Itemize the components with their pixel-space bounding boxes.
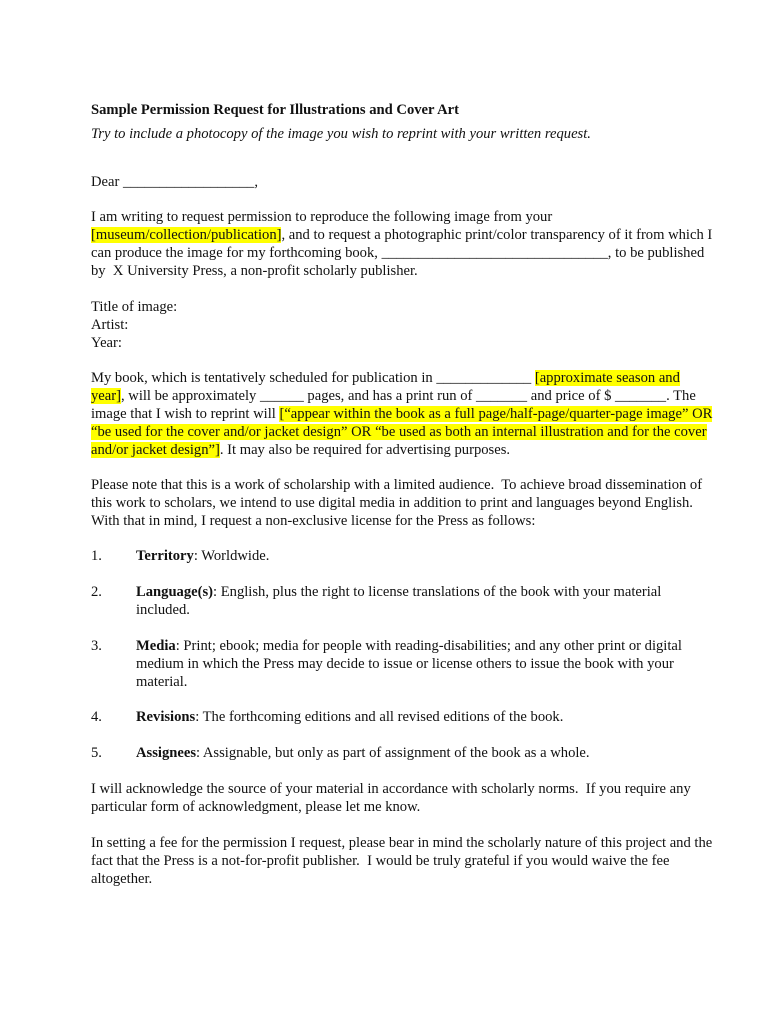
- item-term: Territory: [136, 548, 194, 564]
- salutation: Dear __________________,: [91, 174, 258, 190]
- list-item-languages: [136, 583, 661, 601]
- text: , and to request a photographic print/color transparency of it from which I: [281, 227, 713, 243]
- p2-line: [91, 405, 712, 423]
- p1-line: I am writing to request permission to reproduce the following image from your: [91, 209, 553, 225]
- document-subtitle: [91, 125, 591, 143]
- item-text: : Assignable, but only as part of assignment of the book as a whole.: [196, 745, 590, 761]
- field-artist: Artist:: [91, 317, 129, 333]
- highlight-placeholder: [approximate season and: [534, 370, 680, 386]
- p5-line: In setting a fee for the permission I request, please bear in mind the scholarly nature of this project and the: [91, 835, 713, 851]
- p3-line: this work to scholars, we intend to use digital media in addition to print and languages beyond English.: [91, 495, 693, 511]
- p3-line: With that in mind, I request a non-exclusive license for the Press as follows:: [91, 513, 536, 529]
- highlight-placeholder: [“appear within the book as a full page/half-page/quarter-page image” OR: [279, 406, 713, 422]
- item-text: : Print; ebook; media for people with reading-disabilities; and any other print or digital: [175, 638, 682, 654]
- p5-line: fact that the Press is a not-for-profit publisher. I would be truly grateful if you would waive the fee: [91, 853, 670, 869]
- document-title: [91, 101, 459, 119]
- item-text: : Worldwide.: [193, 548, 270, 564]
- title-text: Sample Permission Request for Illustrations and Cover Art: [91, 102, 459, 118]
- field-year: Year:: [91, 335, 122, 351]
- list-item-revisions: [136, 708, 563, 726]
- highlight-placeholder: [museum/collection/publication]: [91, 227, 282, 243]
- p2-line: [91, 423, 707, 441]
- list-item-territory: [136, 547, 269, 565]
- item-number: 3.: [91, 638, 102, 654]
- item-term: Media: [136, 638, 176, 654]
- p3-line: Please note that this is a work of scholarship with a limited audience. To achieve broad dissemination of: [91, 477, 703, 493]
- item-text: : The forthcoming editions and all revised editions of the book.: [195, 709, 564, 725]
- p1-line: [91, 226, 712, 244]
- list-item-assignees: [136, 744, 590, 762]
- item-number: 1.: [91, 548, 102, 564]
- item-text: included.: [136, 602, 190, 618]
- p4-line: particular form of acknowledgment, please let me know.: [91, 799, 421, 815]
- p5-line: altogether.: [91, 871, 153, 887]
- item-text: : English, plus the right to license translations of the book with your material: [213, 584, 662, 600]
- text: , will be approximately ______ pages, and has a print run of _______ and price of $ _______. The: [120, 388, 696, 404]
- list-item-media: [136, 637, 682, 655]
- item-number: 5.: [91, 745, 102, 761]
- p1-line: can produce the image for my forthcoming book, _______________________________, to be published: [91, 245, 705, 261]
- subtitle-text: Try to include a photocopy of the image you wish to reprint with your written request.: [91, 126, 591, 142]
- item-term: Assignees: [136, 745, 196, 761]
- item-text: medium in which the Press may decide to issue or license others to issue the book with your: [136, 656, 674, 672]
- highlight-placeholder: “be used for the cover and/or jacket design” OR “be used as both an internal illustration and for the cover: [91, 424, 707, 440]
- item-number: 2.: [91, 584, 102, 600]
- p1-line: by X University Press, a non-profit scholarly publisher.: [91, 263, 418, 279]
- highlight-placeholder: year]: [91, 388, 121, 404]
- text: . It may also be required for advertising purposes.: [219, 442, 511, 458]
- item-term: Revisions: [136, 709, 196, 725]
- field-title: Title of image:: [91, 299, 178, 315]
- item-term: Language(s): [136, 584, 214, 600]
- text: My book, which is tentatively scheduled for publication in _____________: [91, 370, 535, 386]
- p2-line: [91, 387, 696, 405]
- p2-line: [91, 441, 510, 459]
- item-number: 4.: [91, 709, 102, 725]
- highlight-placeholder: and/or jacket design”]: [91, 442, 220, 458]
- item-text: material.: [136, 674, 188, 690]
- p4-line: I will acknowledge the source of your material in accordance with scholarly norms. If you require any: [91, 781, 691, 797]
- p2-line: [91, 369, 680, 387]
- text: image that I wish to reprint will: [91, 406, 280, 422]
